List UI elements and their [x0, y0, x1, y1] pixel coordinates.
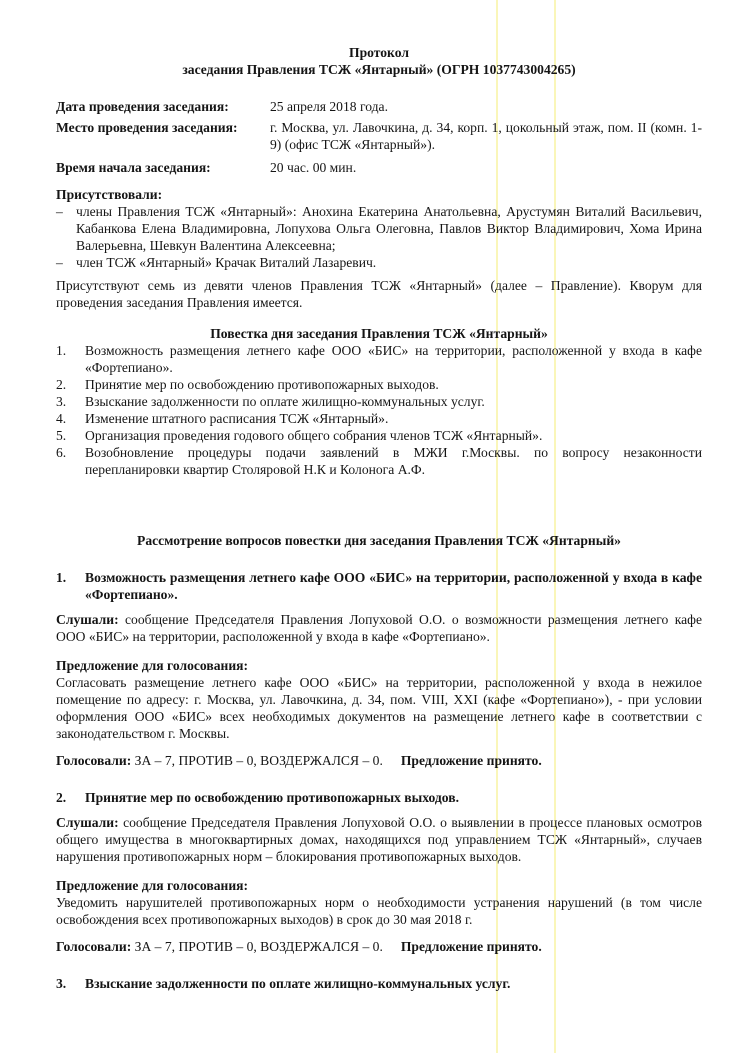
meeting-date-row [56, 98, 702, 115]
vote-line [56, 752, 702, 769]
agenda-item [56, 410, 702, 427]
agenda-item-text: Принятие мер по освобождению противопожарных выходов. [85, 377, 439, 392]
agenda-item-text: Организация проведения годового общего собрания членов ТСЖ «Янтарный». [85, 428, 543, 443]
proposal-text: Уведомить нарушителей противопожарных норм о необходимости устранения нарушений (в том числе освобождения всех противопожарных выходов) в срок до 30 мая 2018 г. [56, 895, 702, 927]
agenda-item-text: Взыскание задолженности по оплате жилищно-коммунальных услуг. [85, 394, 485, 409]
meeting-place-label: Место проведения заседания: [56, 120, 238, 135]
section-title: Взыскание задолженности по оплате жилищно-коммунальных услуг. [85, 976, 511, 991]
vote-line [56, 938, 702, 955]
vote-text: ЗА – 7, ПРОТИВ – 0, ВОЗДЕРЖАЛСЯ – 0. [131, 753, 383, 768]
section-title: Возможность размещения летнего кафе ООО «БИС» на территории, расположенной у входа в кафе «Фортепиано». [85, 570, 702, 602]
vote-text: ЗА – 7, ПРОТИВ – 0, ВОЗДЕРЖАЛСЯ – 0. [131, 939, 383, 954]
quorum-statement: Присутствуют семь из девяти членов Правления ТСЖ «Янтарный» (далее – Правление). Кворум для проведения заседания Правления имеется. [56, 278, 702, 310]
attendee-text: член ТСЖ «Янтарный» Крачак Виталий Лазаревич. [76, 255, 377, 270]
vote-label: Голосовали: [56, 939, 132, 954]
agenda-item-number: 5. [56, 428, 67, 443]
agenda-item [56, 427, 702, 444]
section-heading [56, 569, 702, 603]
proposal-label: Предложение для голосования: [56, 658, 249, 673]
dash-marker: – [56, 255, 63, 270]
section-number: 1. [56, 570, 67, 585]
doc-title: Протокол [349, 45, 409, 60]
attendees-title: Присутствовали: [56, 187, 163, 202]
agenda-item [56, 342, 702, 376]
meeting-place-row [56, 119, 702, 153]
agenda-item-number: 2. [56, 377, 67, 392]
meeting-place-value: г. Москва, ул. Лавочкина, д. 34, корп. 1, цокольный этаж, пом. II (комн. 1-9) (офис ТСЖ «Янтарный»). [270, 120, 702, 152]
attendee-item [56, 203, 702, 254]
meeting-time-value: 20 час. 00 мин. [270, 160, 357, 175]
agenda-item-number: 1. [56, 343, 67, 358]
attendee-item [56, 254, 702, 271]
attendee-text: члены Правления ТСЖ «Янтарный»: Анохина Екатерина Анатольевна, Арустумян Виталий Васильевич, Кабанкова Елена Владимировна, Лопухова Ольга Олеговна, Павлов Виктор Владимирович, Хома Ирина Валерьевна, Шевкун Валентина Алексеевна; [76, 204, 702, 253]
heard-paragraph [56, 814, 702, 865]
heard-text: сообщение Председателя Правления Лопуховой О.О. о возможности размещения летнего кафе ООО «БИС» на территории, расположенной у входа в кафе «Фортепиано». [56, 612, 702, 644]
section-title: Принятие мер по освобождению противопожарных выходов. [85, 790, 459, 805]
agenda-item [56, 444, 702, 478]
vote-result: Предложение принято. [400, 753, 542, 768]
vote-summary [56, 752, 383, 769]
meeting-time-label: Время начала заседания: [56, 160, 211, 175]
vote-label: Голосовали: [56, 753, 132, 768]
document-page [56, 44, 702, 992]
section-number: 2. [56, 790, 67, 805]
proposal-label: Предложение для голосования: [56, 878, 249, 893]
doc-subtitle: заседания Правления ТСЖ «Янтарный» (ОГРН 1037743004265) [182, 62, 576, 77]
review-title: Рассмотрение вопросов повестки дня заседания Правления ТСЖ «Янтарный» [137, 533, 621, 548]
agenda-item-text: Возможность размещения летнего кафе ООО «БИС» на территории, расположенной у входа в кафе «Фортепиано». [85, 343, 702, 375]
heard-label: Слушали: [56, 612, 119, 627]
agenda-item-text: Возобновление процедуры подачи заявлений в МЖИ г.Москвы. по вопросу незаконности перепланировки квартир Столяровой Н.К и Колонога А.Ф. [85, 445, 702, 477]
agenda-title: Повестка дня заседания Правления ТСЖ «Янтарный» [210, 326, 548, 341]
heard-paragraph [56, 611, 702, 645]
meeting-time-row [56, 159, 702, 176]
agenda-item [56, 393, 702, 410]
heard-text: сообщение Председателя Правления Лопуховой О.О. о выявлении в процессе плановых осмотров общего имущества в многоквартирных домах, находящихся под управлением ТСЖ «Янтарный», случаев нарушения противопожарных норм – блокирования противопожарных выходов. [56, 815, 702, 864]
agenda-item-number: 4. [56, 411, 67, 426]
proposal-text: Согласовать размещение летнего кафе ООО «БИС» на территории, расположенной у входа в нежилое помещение по адресу: г. Москва, ул. Лавочкина, д. 34, пом. VIII, XXI (кафе «Фортепиано»), - при условии оформления ООО «БИС» всех необходимых документов на размещение летнего кафе в соответствии с законодательством г. Москвы. [56, 675, 702, 741]
section-number: 3. [56, 976, 67, 991]
meeting-date-label: Дата проведения заседания: [56, 99, 229, 114]
meeting-date-value: 25 апреля 2018 года. [270, 99, 388, 114]
agenda-item-number: 6. [56, 445, 67, 460]
vote-result: Предложение принято. [400, 939, 542, 954]
heard-label: Слушали: [56, 815, 119, 830]
agenda-item-number: 3. [56, 394, 67, 409]
dash-marker: – [56, 204, 63, 219]
agenda-item-text: Изменение штатного расписания ТСЖ «Янтарный». [85, 411, 389, 426]
vote-summary [56, 938, 383, 955]
section-heading [56, 975, 702, 992]
section-heading [56, 789, 702, 806]
agenda-item [56, 376, 702, 393]
